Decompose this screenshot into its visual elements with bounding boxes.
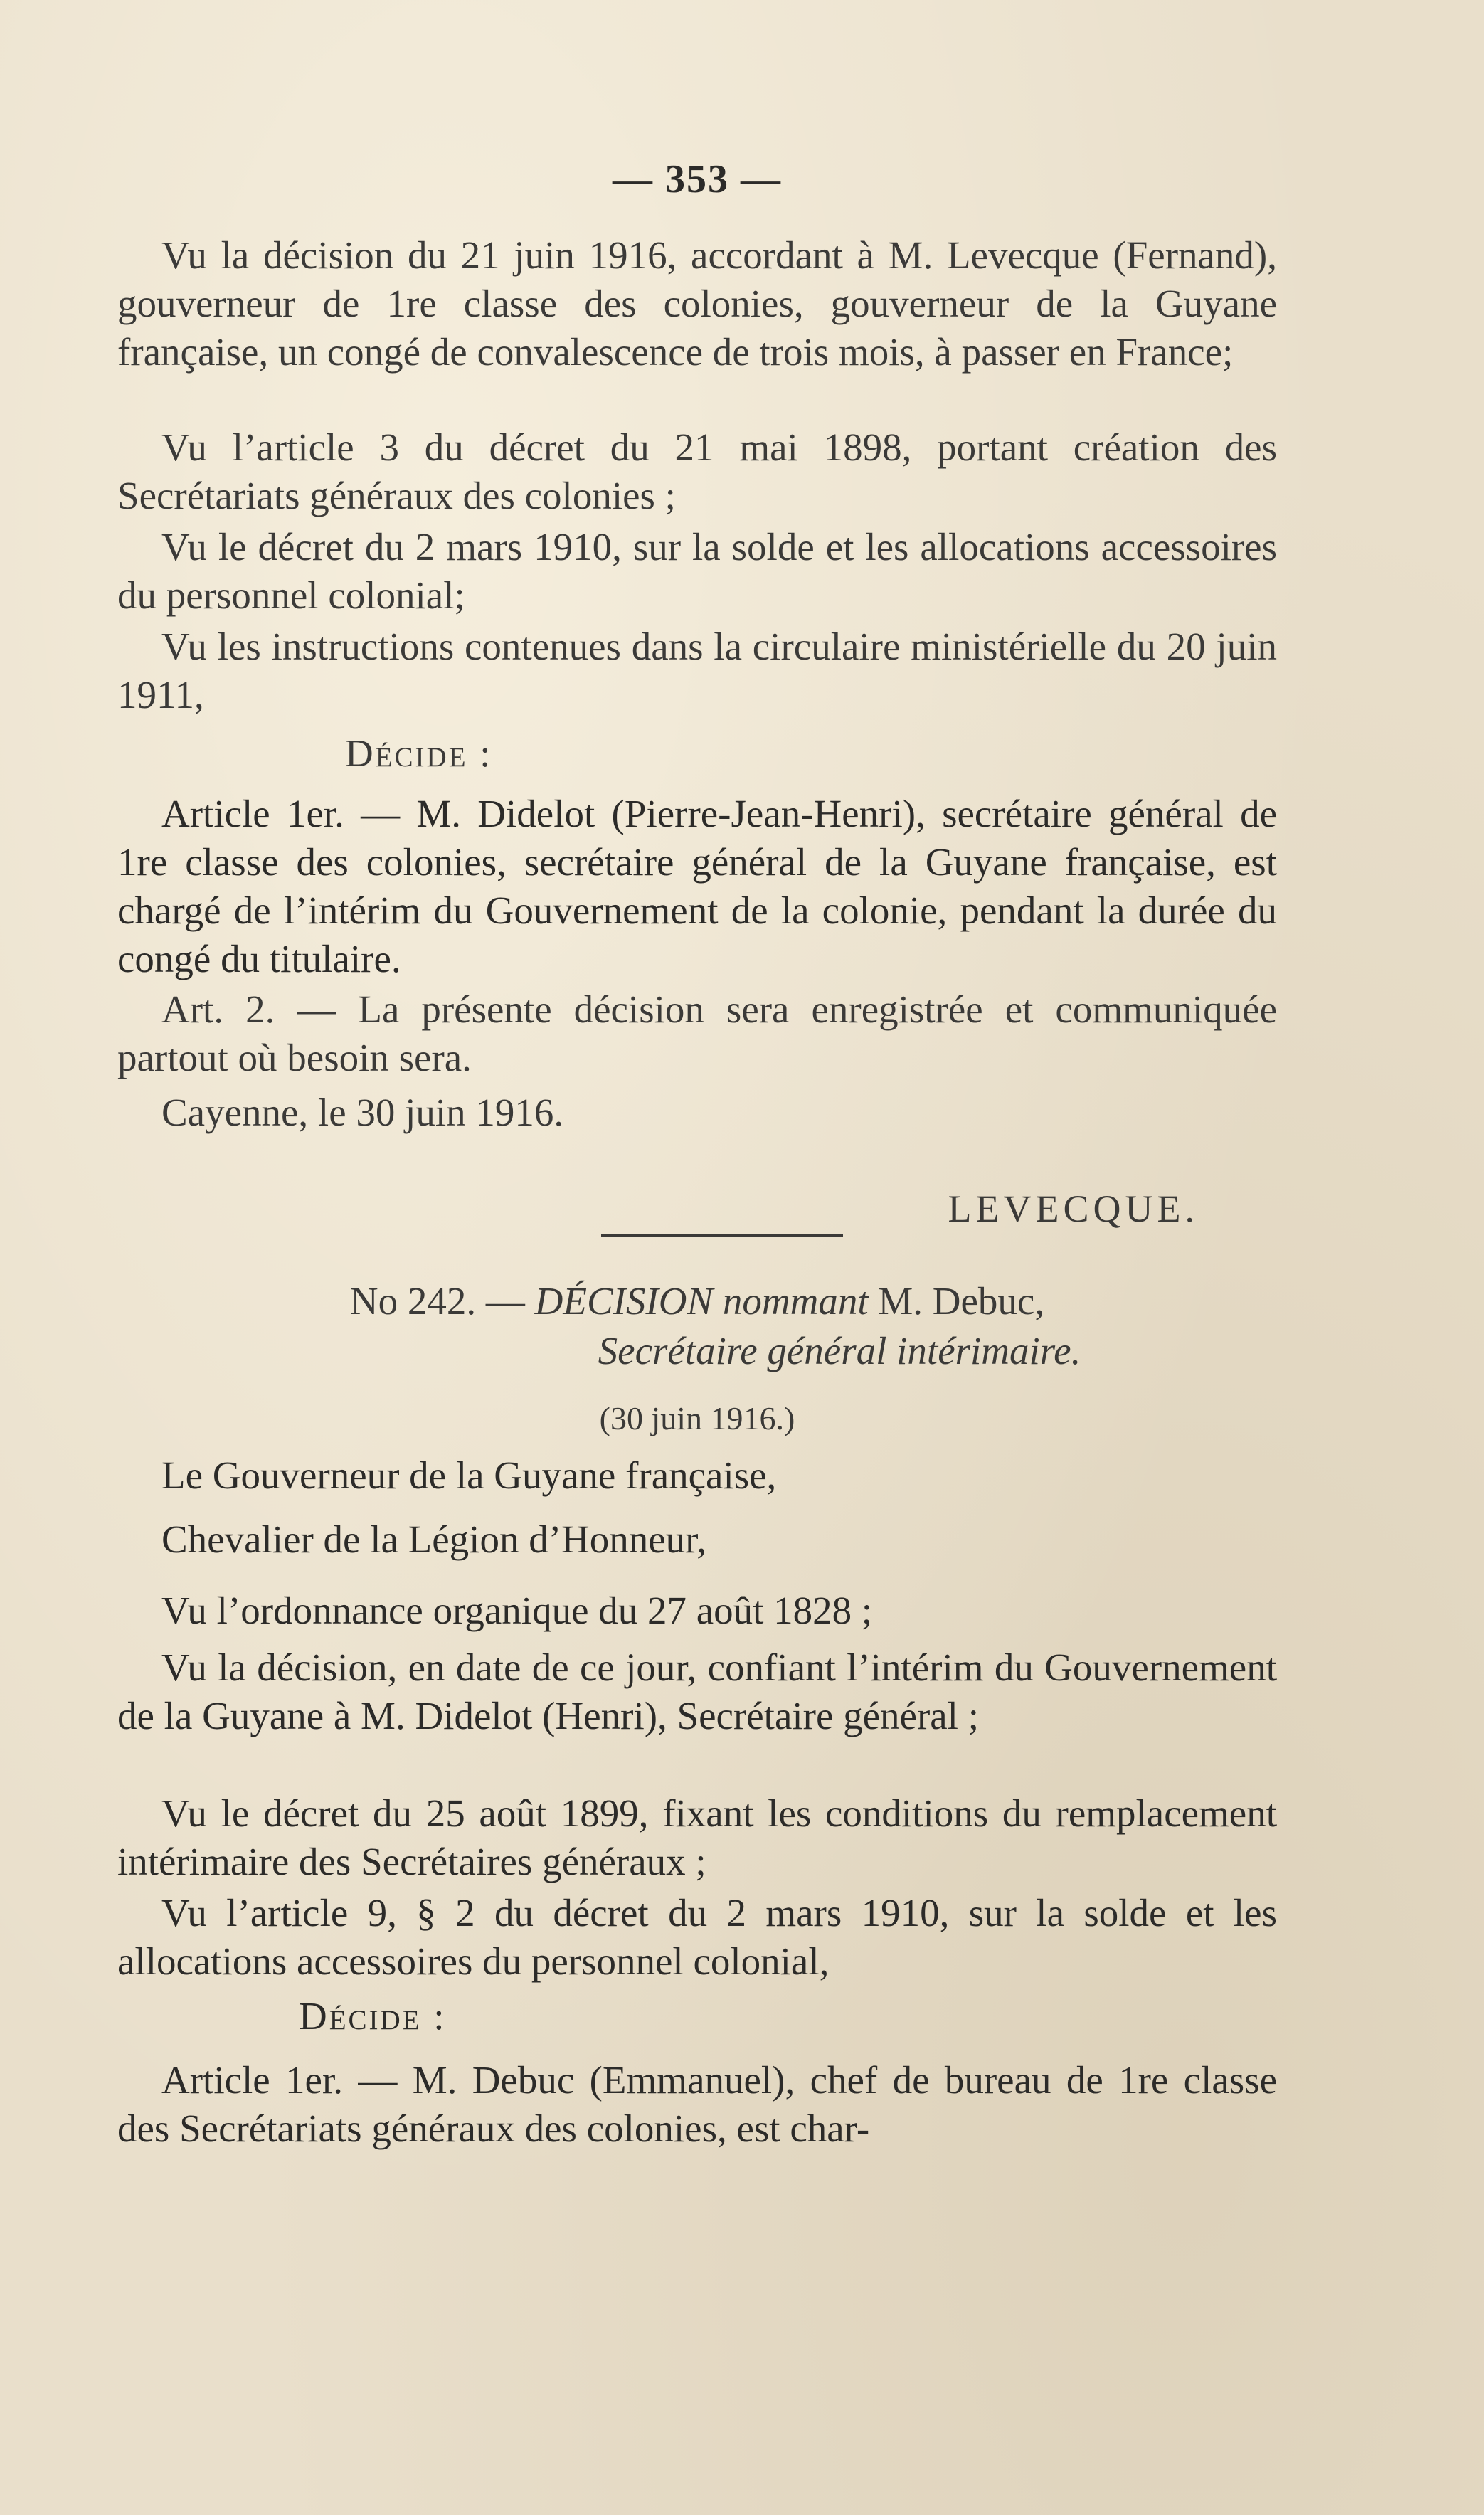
section2-heading-name: M. Debuc,: [878, 1279, 1045, 1323]
section2-decide-label: Décide :: [299, 1994, 447, 2038]
section2-heading-line-2: Secrétaire général intérimaire.: [598, 1329, 1081, 1372]
section1-article-2: Art. 2. — La présente décision sera enregistrée et communiquée partout où besoin sera.: [117, 988, 1277, 1079]
section2-paragraph-3: Vu le décret du 25 août 1899, fixant les conditions du remplacement intérimaire des Secrétaires généraux ;: [117, 1791, 1277, 1883]
section2-heading-line-1: [117, 1277, 1277, 1325]
section2-chevalier-line: Chevalier de la Légion d’Honneur,: [161, 1518, 706, 1561]
section1-paragraph-3: Vu le décret du 2 mars 1910, sur la solde et les allocations accessoires du personnel colonial;: [117, 525, 1277, 617]
section1-article-1: Article 1er. — M. Didelot (Pierre-Jean-Henri), secrétaire général de 1re classe des colonies, secrétaire général de la Guyane française, est chargé de l’intérim du Gouvernement de la colonie, pendant la durée du congé du titulaire.: [117, 792, 1277, 980]
section1-paragraph-1: Vu la décision du 21 juin 1916, accordant à M. Levecque (Fernand), gouverneur de 1re classe des colonies, gouverneur de la Guyane française, un congé de convalescence de trois mois, à passer en France;: [117, 233, 1277, 374]
page-number: — 353 —: [613, 157, 782, 201]
section2-paragraph-4: Vu l’article 9, § 2 du décret du 2 mars 1910, sur la solde et les allocations accessoires du personnel colonial,: [117, 1891, 1277, 1983]
section2-article-1: Article 1er. — M. Debuc (Emmanuel), chef de bureau de 1re classe des Secrétariats généraux des colonies, est char-: [117, 2058, 1277, 2150]
section1-decide-label: Décide :: [345, 731, 493, 775]
section2-paragraph-1: Vu l’ordonnance organique du 27 août 1828 ;: [161, 1589, 873, 1632]
section-divider: [601, 1234, 843, 1237]
section2-paragraph-2: Vu la décision, en date de ce jour, confiant l’intérim du Gouvernement de la Guyane à M. Didelot (Henri), Secrétaire général ;: [117, 1646, 1277, 1737]
section1-signature: LEVECQUE.: [948, 1187, 1199, 1230]
section1-place-date: Cayenne, le 30 juin 1916.: [161, 1091, 564, 1134]
section1-paragraph-2: Vu l’article 3 du décret du 21 mai 1898, portant création des Secrétariats généraux des colonies ;: [117, 425, 1277, 517]
section2-governor-line: Le Gouverneur de la Guyane française,: [161, 1454, 777, 1497]
section1-paragraph-4: Vu les instructions contenues dans la circulaire ministérielle du 20 juin 1911,: [117, 625, 1277, 716]
section2-heading-number: No 242. —: [349, 1279, 525, 1323]
section2-date: (30 juin 1916.): [599, 1400, 795, 1436]
section2-heading-italic-1: DÉCISION nommant: [534, 1279, 869, 1323]
document-page: [117, 142, 1277, 2419]
